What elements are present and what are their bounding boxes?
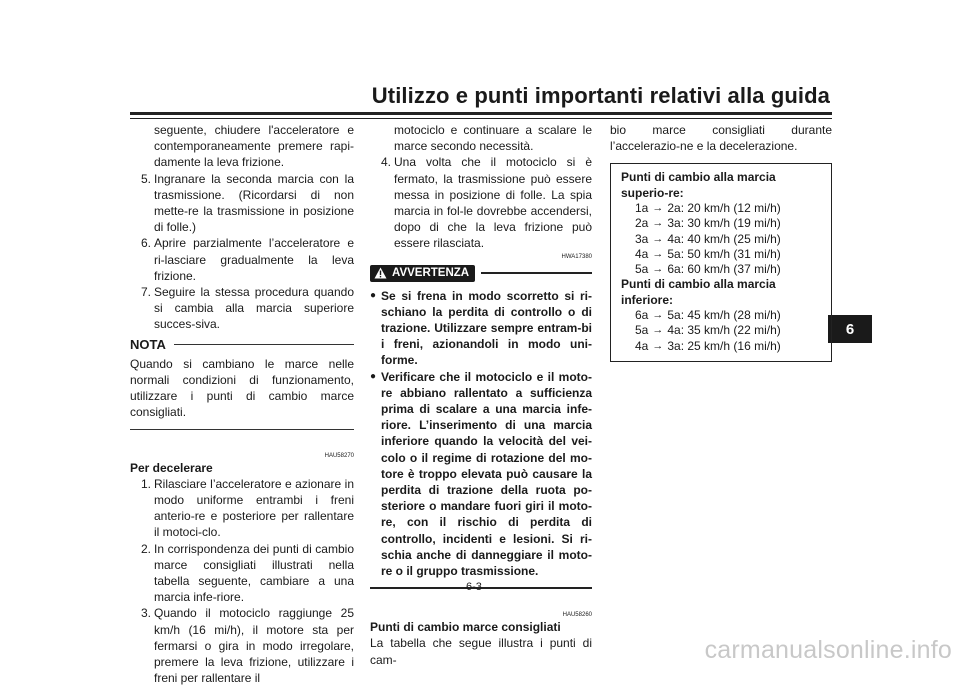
gear-from: 5a — [635, 262, 649, 277]
step-item — [130, 235, 354, 284]
step-item — [130, 171, 354, 236]
watermark: carmanualsonline.info — [704, 636, 952, 664]
shift-row — [621, 323, 823, 338]
nota-header — [130, 337, 354, 353]
gear-from: 1a — [635, 201, 649, 215]
body-text: bio marce consigliati durante l’accelerazio-ne e la decelerazione. — [610, 123, 832, 154]
nota-label: NOTA — [130, 336, 166, 352]
chapter-tab: 6 — [828, 315, 872, 343]
gear-from: 6a — [635, 308, 649, 323]
arrow-right-icon: → — [652, 202, 664, 214]
shift-row — [621, 262, 823, 277]
warning-item: ● Se si frena in modo scorretto si ri-schiano la perdita di controllo o di trazione. Utilizzare sempre entram-bi i freni, azionandoli in modo uni-forme. — [370, 288, 592, 369]
step-number: 1. — [140, 476, 151, 491]
page-title: Utilizzo e punti importanti relativi alla guida — [371, 83, 830, 108]
reference-code: HWA17380 — [561, 253, 592, 260]
warning-triangle-icon — [374, 267, 387, 279]
gear-to: 2a: 20 km/h (12 mi/h) — [667, 201, 781, 215]
step-number: 6. — [140, 236, 151, 251]
warning-label: AVVERTENZA — [392, 267, 470, 280]
header-rule-thick — [130, 112, 832, 115]
step-text: In corrispondenza dei punti di cambio marce consigliati illustrati nella tabella seguente, cambiare a una marcia infe-riore. — [154, 541, 354, 605]
step-number: 2. — [140, 541, 151, 556]
gear-from: 5a — [635, 323, 649, 338]
step-number: 5. — [140, 171, 151, 186]
step-item — [370, 154, 592, 251]
warning-header — [370, 265, 592, 282]
gear-to: 3a: 30 km/h (19 mi/h) — [667, 216, 781, 231]
gear-to: 6a: 60 km/h (37 mi/h) — [667, 262, 781, 277]
shift-row — [621, 339, 823, 354]
step-text: Aprire parzialmente l’acceleratore e ri-lasciare gradualmente la leva frizione. — [154, 236, 354, 283]
gear-to: 5a: 50 km/h (31 mi/h) — [667, 246, 781, 261]
gear-from: 4a — [635, 246, 649, 261]
gear-from: 3a — [635, 231, 649, 246]
gear-to: 3a: 25 km/h (16 mi/h) — [667, 338, 781, 353]
step-number: 7. — [140, 285, 151, 300]
step-item — [130, 284, 354, 333]
shift-row — [621, 201, 823, 216]
warning-badge — [370, 265, 475, 282]
step-text: Quando il motociclo raggiunge 25 km/h (16 mi/h), il motore sta per fermarsi o gira in modo irregolare, premere la leva frizione, utilizzare i freni per rallentare il — [154, 606, 354, 686]
shift-points-box — [610, 163, 832, 362]
shift-row — [621, 216, 823, 231]
intro-text: seguente, chiudere l'acceleratore e contemporaneamente premere rapi-damente la leva frizione. — [154, 123, 354, 170]
shift-row — [621, 308, 823, 323]
reference-code: HAU58270 — [324, 452, 354, 459]
header-rule-thin — [130, 118, 832, 119]
arrow-right-icon: → — [652, 247, 664, 260]
column-3 — [610, 122, 832, 362]
gear-from: 2a — [635, 216, 649, 231]
arrow-right-icon: → — [652, 263, 664, 276]
gear-to: 4a: 35 km/h (22 mi/h) — [667, 323, 781, 338]
step-text: Ingranare la seconda marcia con la trasmissione. (Ricordarsi di non mette-re la trasmissione in posizione di folle.) — [154, 171, 354, 235]
step-item — [130, 605, 354, 686]
accel-steps — [130, 171, 354, 333]
step-number: 3. — [140, 606, 151, 621]
reference-code: HAU58260 — [562, 612, 592, 619]
arrow-right-icon: → — [652, 232, 664, 245]
column-1 — [130, 122, 354, 687]
step-item — [130, 541, 354, 606]
gear-from: 4a — [635, 338, 649, 353]
decel-steps-cont — [370, 154, 592, 251]
downshift-title: Punti di cambio alla marcia inferiore: — [621, 277, 776, 307]
shift-row — [621, 232, 823, 247]
arrow-right-icon: → — [652, 324, 664, 337]
body-text: La tabella che segue illustra i punti di cam- — [370, 636, 592, 667]
section-heading: Per decelerare — [130, 460, 213, 475]
warning-rule — [481, 272, 592, 274]
section-heading: Punti di cambio marce consigliati — [370, 620, 561, 635]
nota-end-rule — [130, 429, 354, 430]
warning-item: ● Verificare che il motociclo e il moto-re abbiano rallentato a sufficienza prima di scalare a una marcia infe-riore. L’inserimento di una marcia inferiore quando la velocità del vei-colo o il regime di rotazione del mo-tore è troppo elevata può causare la perdita di trazione della ruota po-steriore o mandare fuori giri il moto-re, con il rischio di perdita di controllo, incidenti e lesioni. Si ri-schia anche di danneggiare il moto-re o il gruppo trasmissione. — [370, 369, 592, 580]
continued-text: motociclo e continuare a scalare le marce secondo necessità. — [394, 123, 592, 154]
nota-rule — [174, 344, 354, 345]
step-text: Una volta che il motociclo si è fermato, la trasmissione può essere messa in posizione di folle. La spia marcia in fol-le dovrebbe accendersi, dopo di che la leva frizione può essere rilasciata. — [394, 155, 592, 251]
gear-to: 5a: 45 km/h (28 mi/h) — [667, 308, 781, 323]
arrow-right-icon: → — [652, 339, 664, 352]
shift-row — [621, 247, 823, 262]
step-item — [130, 476, 354, 541]
gear-to: 4a: 40 km/h (25 mi/h) — [667, 231, 781, 246]
step-text: Rilasciare l’acceleratore e azionare in modo uniforme entrambi i freni anterio-re e posteriore per rallentare il motoci-clo. — [154, 476, 354, 540]
page-number: 6-3 — [466, 581, 482, 593]
decel-steps — [130, 476, 354, 687]
arrow-right-icon: → — [652, 217, 664, 230]
step-text: Seguire la stessa procedura quando si cambia alla marcia superiore succes-siva. — [154, 285, 354, 332]
warning-list — [370, 288, 592, 580]
nota-text: Quando si cambiano le marce nelle normali condizioni di funzionamento, utilizzare i punti di cambio marce consigliati. — [130, 356, 354, 420]
step-number: 4. — [380, 155, 391, 170]
arrow-right-icon: → — [652, 309, 664, 322]
upshift-title: Punti di cambio alla marcia superio-re: — [621, 170, 776, 200]
